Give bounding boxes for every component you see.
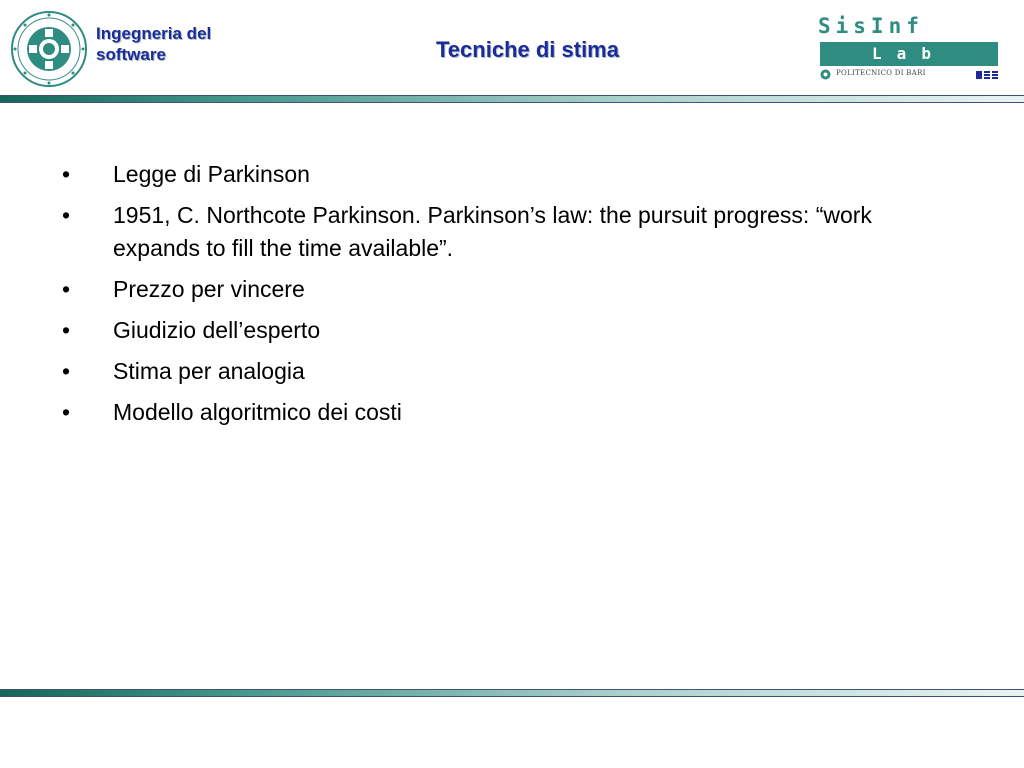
bullet-text: Legge di Parkinson bbox=[113, 161, 310, 187]
bullet-glyph: • bbox=[62, 317, 71, 343]
bullet-text: Modello algoritmico dei costi bbox=[113, 399, 402, 425]
bullet-list bbox=[60, 158, 940, 429]
bullet-text: Giudizio dell’esperto bbox=[113, 317, 321, 343]
header-divider bbox=[0, 95, 1024, 103]
footer-divider bbox=[0, 689, 1024, 697]
gear-icon bbox=[820, 69, 831, 80]
bullet-item bbox=[60, 314, 940, 347]
bullet-item bbox=[60, 199, 940, 265]
bullet-item bbox=[60, 273, 940, 306]
course-name bbox=[96, 23, 211, 65]
lab-logo-footer bbox=[820, 69, 998, 81]
course-name-line2: software bbox=[96, 45, 166, 64]
lab-logo-top-text: SisInf bbox=[818, 14, 924, 38]
bullet-glyph: • bbox=[62, 202, 71, 228]
bullet-text: Stima per analogia bbox=[113, 358, 305, 384]
dee-department-icon bbox=[976, 70, 998, 80]
bullet-text: 1951, C. Northcote Parkinson. Parkinson’s law: the pursuit progress: “work expands to fill the time available”. bbox=[113, 202, 872, 261]
slide-content bbox=[60, 158, 940, 437]
bullet-glyph: • bbox=[62, 399, 71, 425]
bullet-item bbox=[60, 355, 940, 388]
slide-title: Tecniche di stima bbox=[436, 37, 619, 62]
lab-logo-university-text: POLITECNICO DI BARI bbox=[836, 69, 926, 77]
university-seal-logo bbox=[10, 10, 88, 88]
bullet-glyph: • bbox=[62, 276, 71, 302]
course-name-line1: Ingegneria del bbox=[96, 24, 212, 43]
bullet-item bbox=[60, 396, 940, 429]
sisinf-lab-logo bbox=[818, 14, 1000, 84]
bullet-glyph: • bbox=[62, 161, 71, 187]
bullet-item bbox=[60, 158, 940, 191]
bullet-text: Prezzo per vincere bbox=[113, 276, 305, 302]
lab-logo-bar-text: Lab bbox=[820, 42, 998, 66]
bullet-glyph: • bbox=[62, 358, 71, 384]
